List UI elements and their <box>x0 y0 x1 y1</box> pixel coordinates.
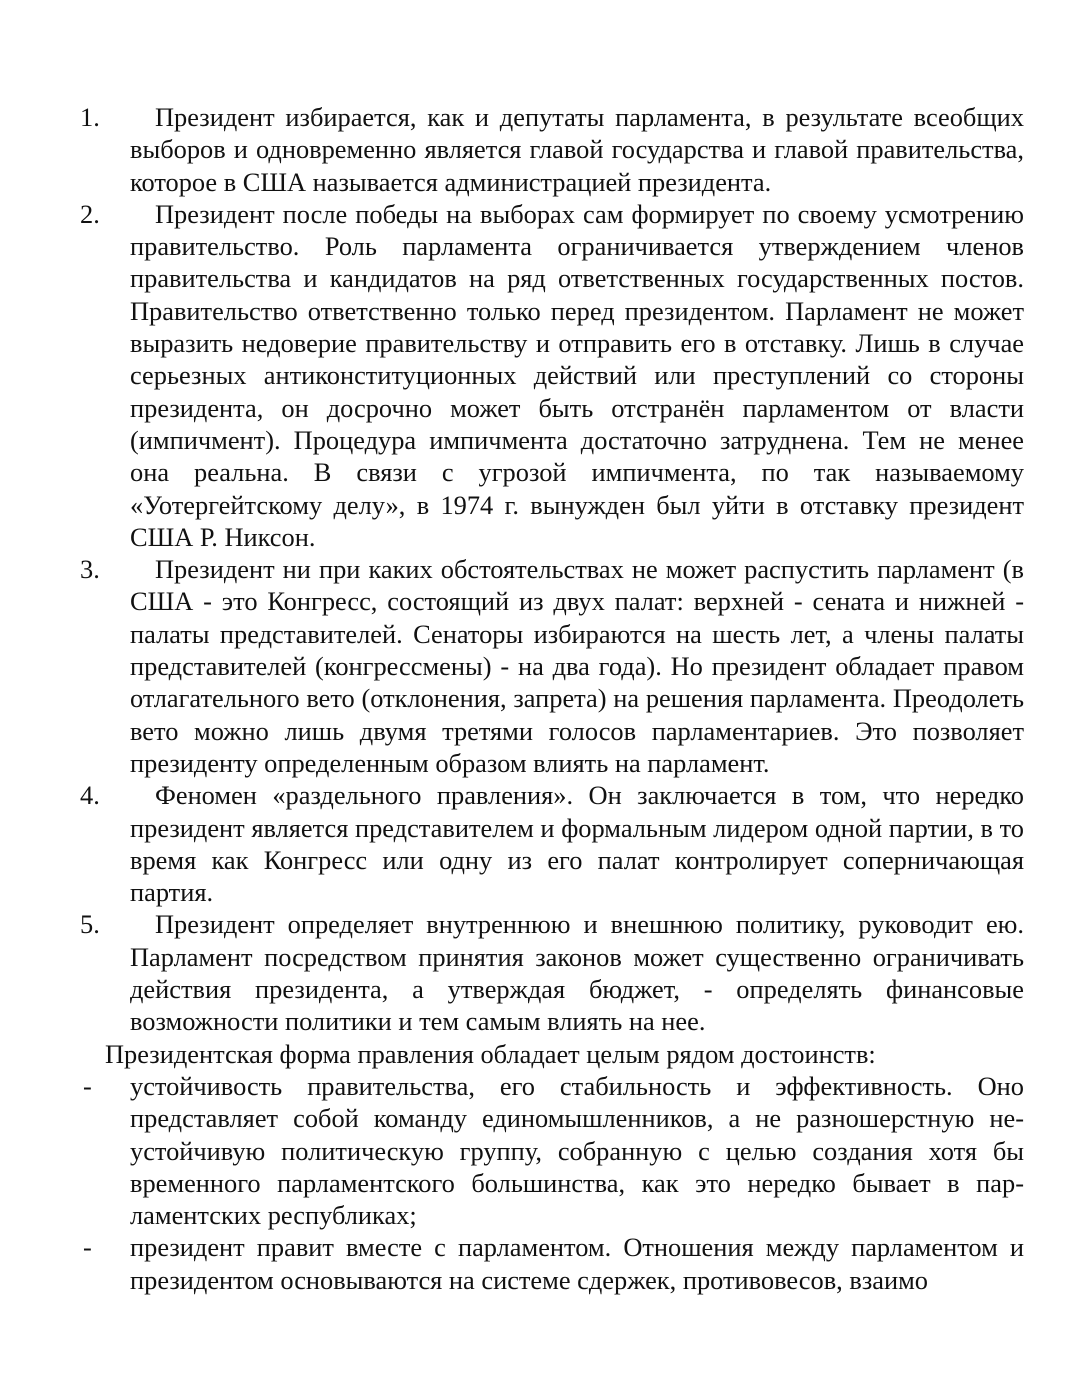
list-number: 5. <box>80 909 100 940</box>
list-item <box>80 198 1024 553</box>
list-number: 1. <box>80 102 100 132</box>
list-item-text: Феномен «раздельного правления». Он заключается в том, что нередко президент является представителем и формальным лидером одной партии, в то время как Конгресс или одну из его палат контролирует соперничающая партия. <box>130 780 1024 908</box>
bullet-marker: - <box>83 1070 92 1101</box>
list-number: 3. <box>80 554 100 585</box>
list-item <box>80 101 1024 198</box>
bullet-marker: - <box>83 1232 92 1263</box>
intro-paragraph: Президентская форма правления обладает целым рядом достоинств: <box>105 1038 876 1069</box>
list-item <box>80 779 1024 908</box>
list-item <box>80 553 1024 779</box>
bullet-item <box>80 1231 1024 1296</box>
bullet-item-text: устойчивость правительства, его стабильность и эффективность. Оно представляет собой команду единомышленников, а не разношерстную неустойчивую политическую группу, собранную с целью создания хотя бы временного парламентского большинства, как это нередко бывает в парламентских республиках; <box>130 1070 1024 1231</box>
list-item <box>80 908 1024 1037</box>
document-page <box>80 101 1024 1296</box>
list-item-text: Президент ни при каких обстоятельствах не может распустить парламент (в США - это Конгресс, состоящий из двух палат: верхней - сената и нижней - палаты представителей. Сенаторы избираются на шесть лет, а члены палаты представителей (конгрессмены) - на два года). Но президент обладает правом отлагательного вето (отклонения, запрета) на решения парламента. Преодолеть вето можно лишь двумя третями голосов парламентариев. Это позволяет президенту определенным образом влиять на парламент. <box>130 554 1024 778</box>
list-item-text: Президент избирается, как и депутаты парламента, в результате всеобщих выборов и одновременно является главой государства и главой правительства, которое в США называется администрацией президента. <box>130 102 1024 197</box>
bullet-item <box>80 1070 1024 1231</box>
list-number: 2. <box>80 198 100 229</box>
list-item-text: Президент определяет внутреннюю и внешнюю политику, руководит ею. Парламент посредством принятия законов может существенно ограничивать действия президента, а утверждая бюджет, - определять финансовые возможности политики и тем самым влиять на нее. <box>130 909 1024 1037</box>
bullet-item-text: президент правит вместе с парламентом. Отношения между парламентом и президентом основываются на системе сдержек, противовесов, взаимо <box>130 1232 1024 1295</box>
list-item-text: Президент после победы на выборах сам формирует по своему усмотрению правительство. Роль парламента ограничивается утверждением членов правительства и кандидатов на ряд ответственных государственных постов. Правительство ответственно только перед президентом. Парламент не может выразить недоверие правительству и отправить его в отставку. Лишь в случае серьезных антиконституционных действий или преступлений со стороны президента, он досрочно может быть отстранён парламентом от власти (импичмент). Процедура импичмента достаточно затруднена. Тем не менее она реальна. В связи с угрозой импичмента, по так называемому «Уотергейтскому делу», в 1974 г. вынужден был уйти в отставку президент США Р. Никсон. <box>130 198 1024 552</box>
list-number: 4. <box>80 780 100 811</box>
